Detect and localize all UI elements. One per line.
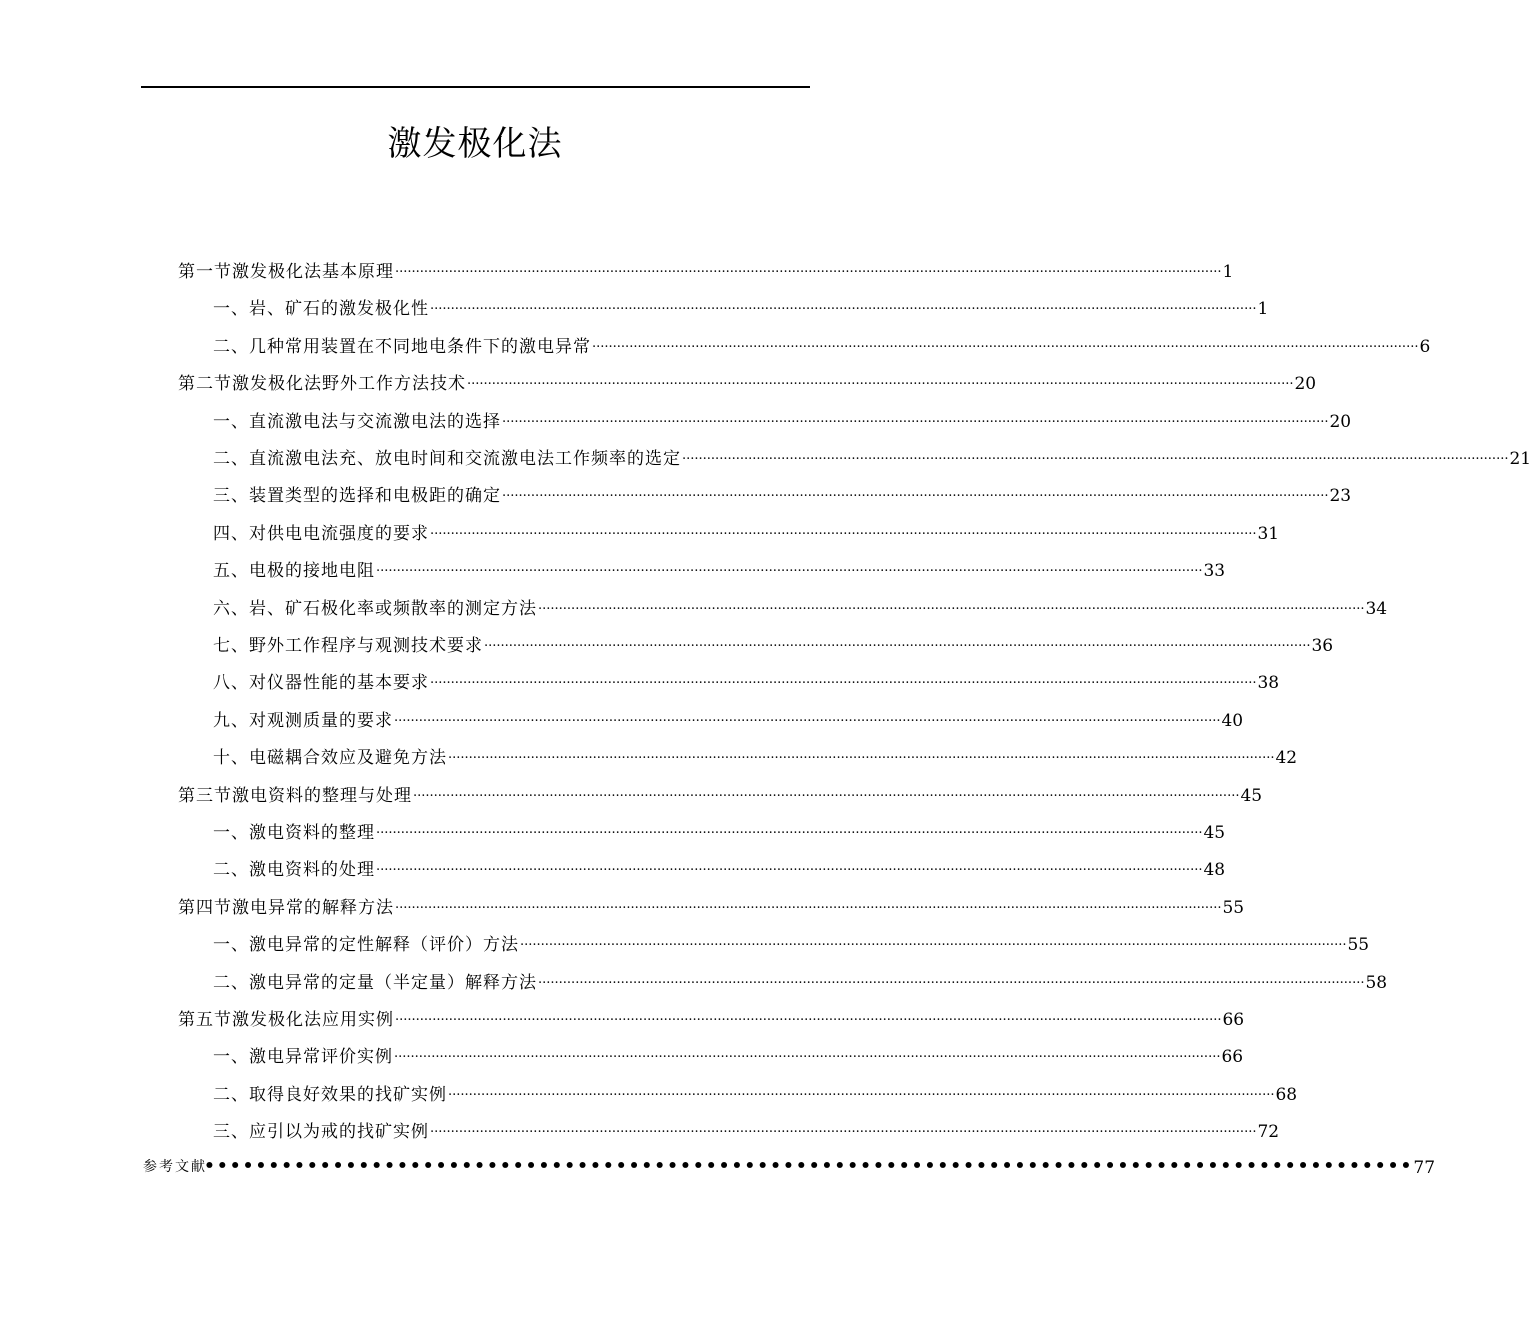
toc-leader-dots: ........................................................................................................................................................................................................ <box>395 1009 1222 1024</box>
toc-subsection-entry[interactable] <box>213 551 1226 582</box>
references-leader-dots: •••••••••••••••••••••••••••••••••••••••••••••••••••••••••••••••••••••••••••••••••••••••••••••• <box>204 1156 1414 1176</box>
toc-entry-title: 岩、矿石的激发极化性 <box>249 299 429 320</box>
toc-page-number: 55 <box>1347 935 1370 956</box>
toc-leader-dots: ........................................................................................................................................................................................................ <box>502 410 1329 426</box>
toc-entry-title: 激电资料的整理 <box>249 823 375 843</box>
toc-subsection-entry[interactable] <box>213 589 1388 619</box>
toc-page-number: 6 <box>1419 336 1431 357</box>
toc-leader-dots: ........................................................................................................................................................................................................ <box>592 335 1419 351</box>
toc-entry-number: 二、 <box>213 336 249 357</box>
toc-entry-title: 激电异常的定量（半定量）解释方法 <box>249 972 537 993</box>
toc-leader-dots: ........................................................................................................................................................................................................ <box>448 1083 1275 1099</box>
toc-entry-title: 岩、矿石极化率或频散率的测定方法 <box>249 598 537 619</box>
toc-subsection-entry[interactable] <box>213 850 1226 881</box>
toc-section-entry[interactable] <box>178 1000 1245 1030</box>
toc-entry-number: 一、 <box>213 299 249 320</box>
toc-subsection-entry[interactable] <box>213 663 1280 694</box>
toc-leader-dots: ........................................................................................................................................................................................................ <box>395 261 1222 276</box>
toc-entry-number: 第一节 <box>178 262 232 282</box>
toc-entry-number: 二、 <box>213 972 249 993</box>
toc-entry-number: 三、 <box>213 486 249 507</box>
toc-page-number: 31 <box>1257 523 1280 544</box>
toc-entry-title: 激电资料的处理 <box>249 860 375 881</box>
toc-entry-number: 六、 <box>213 598 249 619</box>
toc-entry-number: 七、 <box>213 636 249 656</box>
toc-entry-number: 第四节 <box>178 897 232 918</box>
toc-page-number: 66 <box>1221 1047 1244 1068</box>
toc-entry-number: 三、 <box>213 1122 249 1143</box>
toc-entry-number: 第二节 <box>178 374 232 395</box>
toc-subsection-entry[interactable] <box>213 476 1352 507</box>
toc-entry-title: 直流激电法与交流激电法的选择 <box>249 411 501 432</box>
toc-page-number: 36 <box>1311 636 1334 656</box>
toc-entry-number: 四、 <box>213 523 249 544</box>
header-rule <box>141 86 810 88</box>
toc-leader-dots: ........................................................................................................................................................................................................ <box>394 1046 1221 1062</box>
toc-page-number: 21 <box>1509 449 1531 469</box>
toc-leader-dots: ........................................................................................................................................................................................................ <box>502 485 1329 501</box>
toc-page-number: 68 <box>1275 1084 1298 1105</box>
toc-leader-dots: ........................................................................................................................................................................................................ <box>430 1121 1257 1137</box>
toc-leader-dots: ........................................................................................................................................................................................................ <box>376 859 1203 875</box>
toc-leader-dots: ........................................................................................................................................................................................................ <box>430 522 1257 538</box>
toc-entry-number: 九、 <box>213 710 249 731</box>
references-entry[interactable] <box>204 1152 1436 1178</box>
toc-entry-title: 对仪器性能的基本要求 <box>249 673 429 694</box>
toc-page-number: 45 <box>1203 823 1226 843</box>
toc-leader-dots: ........................................................................................................................................................................................................ <box>682 448 1509 463</box>
toc-section-entry[interactable] <box>178 252 1234 282</box>
toc-entry-title: 激电异常评价实例 <box>249 1047 393 1068</box>
toc-entry-title: 野外工作程序与观测技术要求 <box>249 636 483 656</box>
toc-entry-title: 装置类型的选择和电极距的确定 <box>249 486 501 507</box>
toc-entry-number: 一、 <box>213 411 249 432</box>
toc-entry-number: 一、 <box>213 1047 249 1068</box>
toc-page-number: 38 <box>1257 673 1280 694</box>
toc-entry-number: 二、 <box>213 1084 249 1105</box>
toc-subsection-entry[interactable] <box>213 514 1280 544</box>
toc-entry-title: 激电异常的解释方法 <box>232 897 394 918</box>
toc-entry-title: 对观测质量的要求 <box>249 710 393 731</box>
references-page-number: 77 <box>1413 1158 1436 1178</box>
toc-leader-dots: ........................................................................................................................................................................................................ <box>430 298 1257 314</box>
toc-page-number: 20 <box>1329 411 1352 432</box>
toc-leader-dots: ........................................................................................................................................................................................................ <box>395 896 1222 912</box>
toc-subsection-entry[interactable] <box>213 701 1244 731</box>
toc-page-number: 33 <box>1203 561 1226 582</box>
toc-entry-number: 五、 <box>213 561 249 582</box>
toc-page-number: 42 <box>1275 748 1298 769</box>
toc-entry-title: 直流激电法充、放电时间和交流激电法工作频率的选定 <box>249 449 681 469</box>
toc-entry-number: 一、 <box>213 823 249 843</box>
toc-subsection-entry[interactable] <box>213 439 1531 469</box>
toc-entry-title: 激发极化法基本原理 <box>232 262 394 282</box>
toc-section-entry[interactable] <box>178 888 1245 918</box>
toc-entry-title: 几种常用装置在不同地电条件下的激电异常 <box>249 336 591 357</box>
toc-page-number: 20 <box>1294 374 1317 395</box>
toc-page-number: 72 <box>1257 1122 1280 1143</box>
toc-entry-title: 激电资料的整理与处理 <box>232 785 412 806</box>
toc-leader-dots: ........................................................................................................................................................................................................ <box>538 971 1365 987</box>
toc-leader-dots: ........................................................................................................................................................................................................ <box>538 597 1365 613</box>
toc-subsection-entry[interactable] <box>213 813 1226 843</box>
toc-entry-number: 第五节 <box>178 1010 232 1030</box>
toc-leader-dots: ........................................................................................................................................................................................................ <box>448 747 1275 763</box>
toc-subsection-entry[interactable] <box>213 402 1352 432</box>
toc-section-entry[interactable] <box>178 776 1263 806</box>
toc-entry-title: 电磁耦合效应及避免方法 <box>249 748 447 769</box>
toc-leader-dots: ........................................................................................................................................................................................................ <box>376 560 1203 576</box>
toc-subsection-entry[interactable] <box>213 738 1298 769</box>
toc-subsection-entry[interactable] <box>213 1112 1280 1143</box>
toc-entry-title: 激发极化法野外工作方法技术 <box>232 374 466 395</box>
toc-entry-number: 二、 <box>213 860 249 881</box>
references-label: 参考文献 <box>143 1159 207 1175</box>
toc-entry-title: 电极的接地电阻 <box>249 561 375 582</box>
toc-subsection-entry[interactable] <box>213 925 1370 956</box>
toc-entry-title: 取得良好效果的找矿实例 <box>249 1084 447 1105</box>
toc-entry-number: 二、 <box>213 449 249 469</box>
toc-page-number: 66 <box>1222 1010 1245 1030</box>
toc-page-number: 34 <box>1365 598 1388 619</box>
toc-page-number: 55 <box>1222 897 1245 918</box>
toc-page-number: 1 <box>1222 262 1234 282</box>
toc-entry-number: 一、 <box>213 935 249 956</box>
toc-entry-title: 激电异常的定性解释（评价）方法 <box>249 935 519 956</box>
toc-page-number: 23 <box>1329 486 1352 507</box>
toc-leader-dots: ........................................................................................................................................................................................................ <box>430 672 1257 688</box>
toc-leader-dots: ........................................................................................................................................................................................................ <box>520 934 1347 950</box>
toc-entry-title: 对供电电流强度的要求 <box>249 523 429 544</box>
toc-page-number: 40 <box>1221 710 1244 731</box>
toc-leader-dots: ........................................................................................................................................................................................................ <box>394 709 1221 725</box>
toc-subsection-entry[interactable] <box>213 1037 1244 1068</box>
toc-entry-number: 第三节 <box>178 785 232 806</box>
toc-subsection-entry[interactable] <box>213 963 1388 993</box>
toc-leader-dots: ........................................................................................................................................................................................................ <box>484 635 1311 650</box>
toc-page-number: 58 <box>1365 972 1388 993</box>
toc-leader-dots: ........................................................................................................................................................................................................ <box>376 822 1203 837</box>
toc-leader-dots: ........................................................................................................................................................................................................ <box>413 784 1240 800</box>
document-title: 激发极化法 <box>387 124 563 164</box>
toc-subsection-entry[interactable] <box>213 626 1334 656</box>
toc-entry-number: 八、 <box>213 673 249 694</box>
toc-entry-title: 激发极化法应用实例 <box>232 1010 394 1030</box>
toc-subsection-entry[interactable] <box>213 327 1431 357</box>
toc-entry-title: 应引以为戒的找矿实例 <box>249 1122 429 1143</box>
toc-page-number: 48 <box>1203 860 1226 881</box>
toc-entry-number: 十、 <box>213 748 249 769</box>
toc-subsection-entry[interactable] <box>213 1075 1298 1105</box>
toc-leader-dots: ........................................................................................................................................................................................................ <box>467 373 1294 389</box>
toc-page-number: 1 <box>1257 299 1269 320</box>
toc-subsection-entry[interactable] <box>213 289 1269 320</box>
toc-page-number: 45 <box>1240 785 1263 806</box>
toc-section-entry[interactable] <box>178 364 1317 395</box>
